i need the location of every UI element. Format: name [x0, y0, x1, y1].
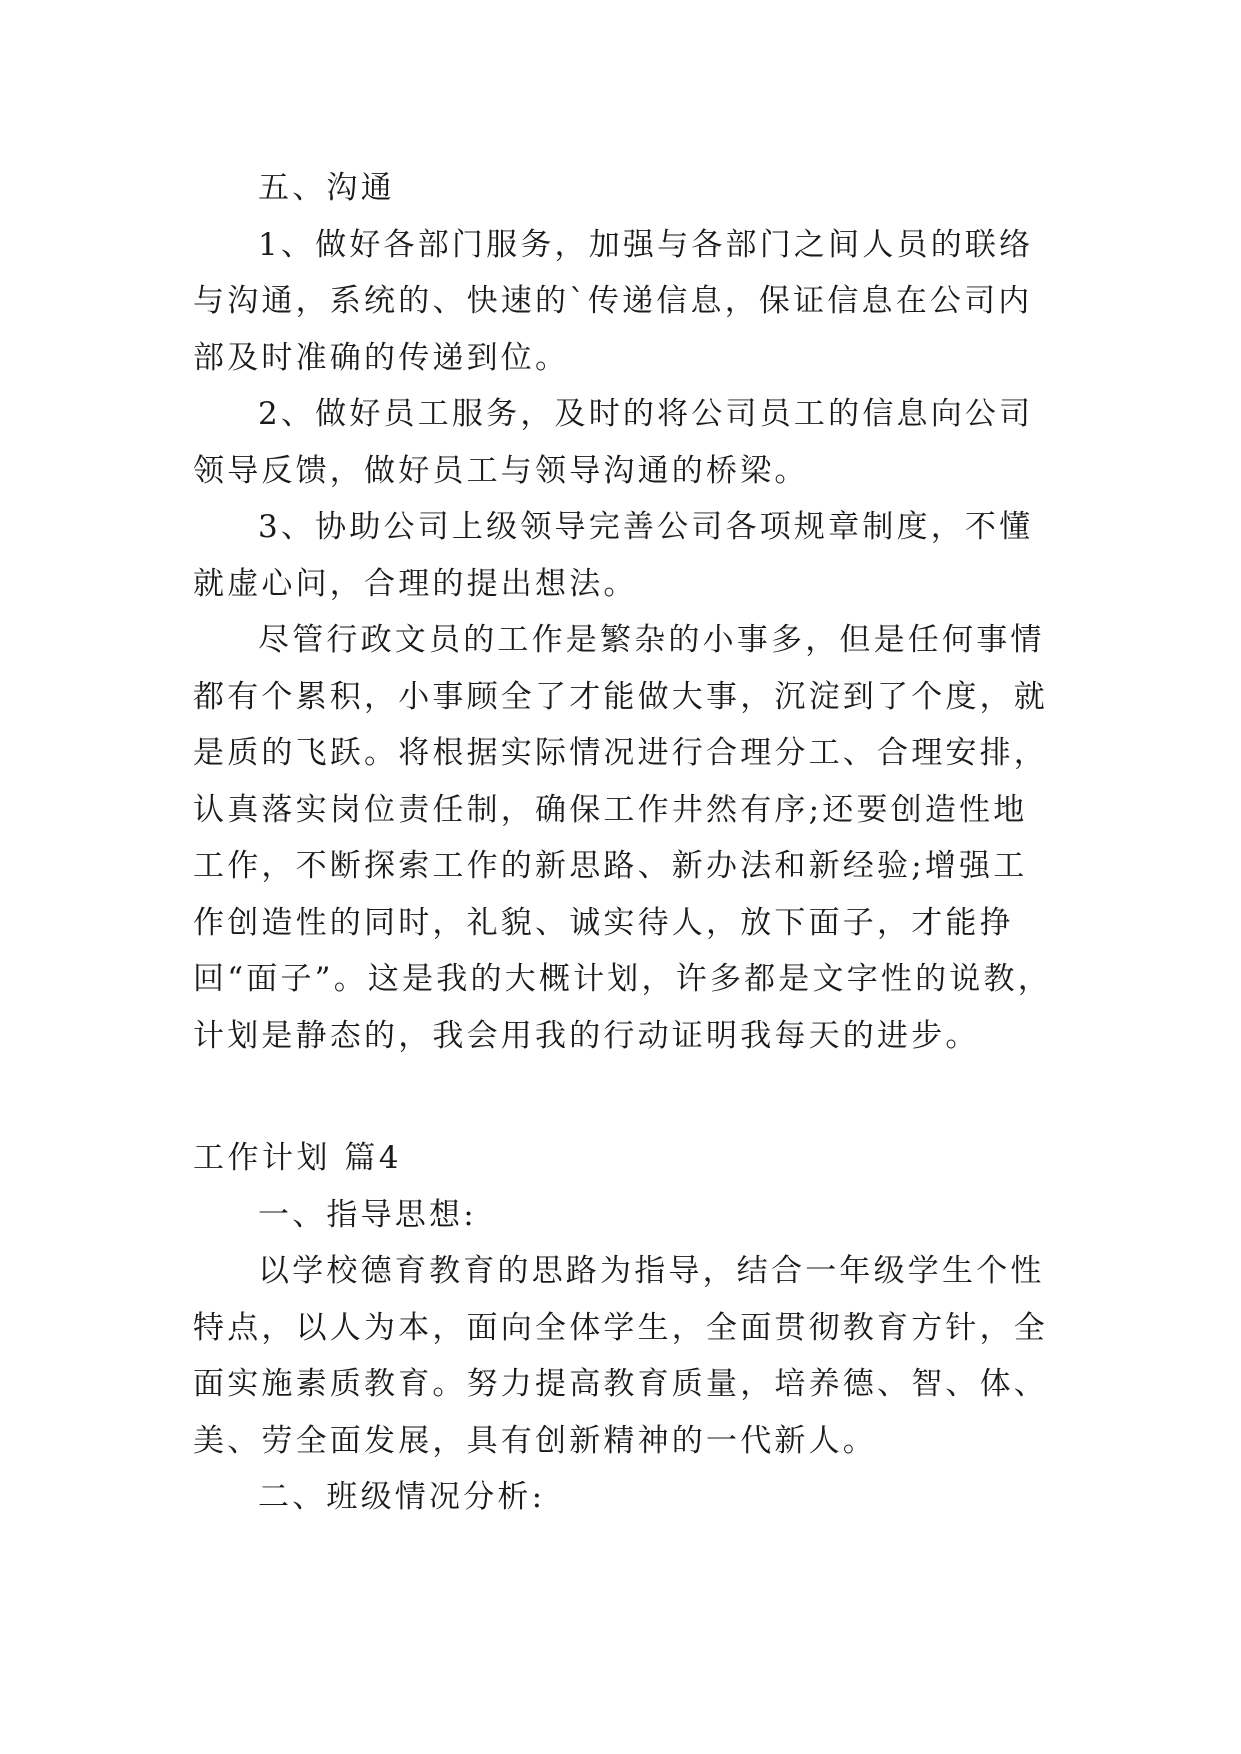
- section-heading-communication: 五、沟通: [258, 170, 395, 206]
- section-spacer: [193, 1064, 1058, 1130]
- document-section-title: 工作计划 篇4: [193, 1140, 403, 1176]
- section-heading-class-analysis: 二、班级情况分析:: [258, 1479, 546, 1515]
- paragraph-guiding-ideology: 以学校德育教育的思路为指导，结合一年级学生个性特点，以人为本，面向全体学生，全面贯彻教育方针，全面实施素质教育。努力提高教育质量，培养德、智、体、美、劳全面发展，具有创新精神的一代新人。: [193, 1253, 1048, 1459]
- section-heading-guiding-ideology: 一、指导思想:: [258, 1196, 477, 1233]
- paragraph-item-2: 2、做好员工服务，及时的将公司员工的信息向公司领导反馈，做好员工与领导沟通的桥梁。: [193, 396, 1034, 489]
- document-body: [193, 160, 1058, 1526]
- paragraph-summary: 尽管行政文员的工作是繁杂的小事多，但是任何事情都有个累积，小事顾全了才能做大事，沉淀到了个度，就是质的飞跃。将根据实际情况进行合理分工、合理安排，认真落实岗位责任制，确保工作井然有序;还要创造性地工作，不断探索工作的新思路、新办法和新经验;增强工作创造性的同时，礼貌、诚实待人，放下面子，才能挣回“面子”。这是我的大概计划，许多都是文字性的说教，计划是静态的，我会用我的行动证明我每天的进步。: [193, 622, 1052, 1054]
- paragraph-item-1: 1、做好各部门服务，加强与各部门之间人员的联络与沟通，系统的、快速的`传递信息，保证信息在公司内部及时准确的传递到位。: [193, 226, 1034, 376]
- paragraph-item-3: 3、协助公司上级领导完善公司各项规章制度，不懂就虚心问，合理的提出想法。: [193, 509, 1034, 602]
